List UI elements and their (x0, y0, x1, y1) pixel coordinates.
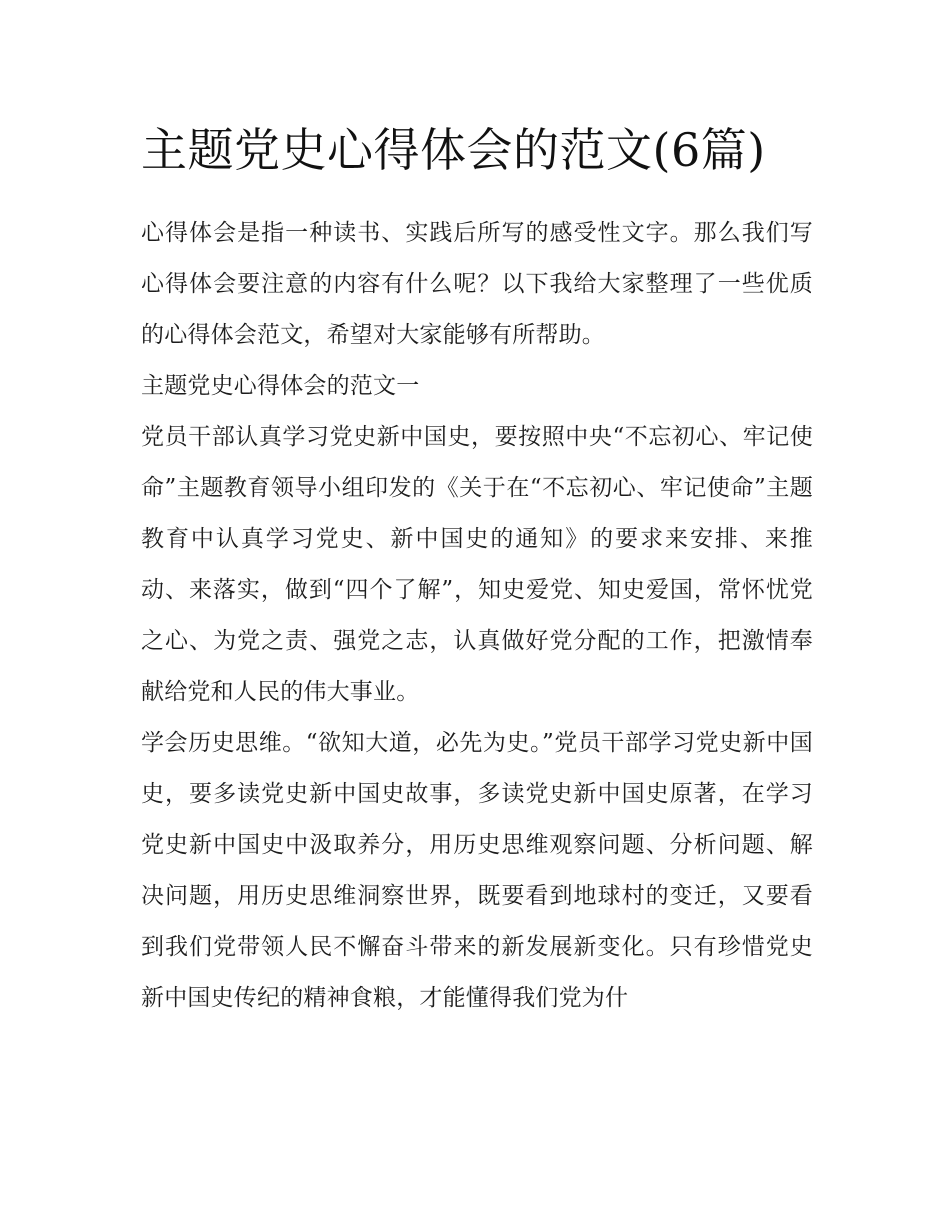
document-content (141, 112, 813, 1024)
document-title: 主题党史心得体会的范文(6篇) (141, 123, 766, 177)
body-paragraph: 党员干部认真学习党史新中国史，要按照中央“不忘初心、牢记使命”主题教育领导小组印发的《关于在“不忘初心、牢记使命”主题教育中认真学习党史、新中国史的通知》的要求来安排、来推动、来落实，做到“四个了解”，知史爱党、知史爱国，常怀忧党之心、为党之责、强党之志，认真做好党分配的工作，把激情奉献给党和人民的伟大事业。 (141, 424, 813, 705)
intro-paragraph: 心得体会是指一种读书、实践后所写的感受性文字。那么我们写心得体会要注意的内容有什么呢？以下我给大家整理了一些优质的心得体会范文，希望对大家能够有所帮助。 (141, 220, 813, 348)
section-heading: 主题党史心得体会的范文一 (141, 373, 420, 399)
body-paragraph: 学会历史思维。“欲知大道，必先为史。”党员干部学习党史新中国史，要多读党史新中国史故事，多读党史新中国史原著，在学习党史新中国史中汲取养分，用历史思维观察问题、分析问题、解决问题，用历史思维洞察世界，既要看到地球村的变迁，又要看到我们党带领人民不懈奋斗带来的新发展新变化。只有珍惜党史新中国史传纪的精神食粮，才能懂得我们党为什 (141, 730, 813, 1011)
document-body (141, 208, 813, 1024)
